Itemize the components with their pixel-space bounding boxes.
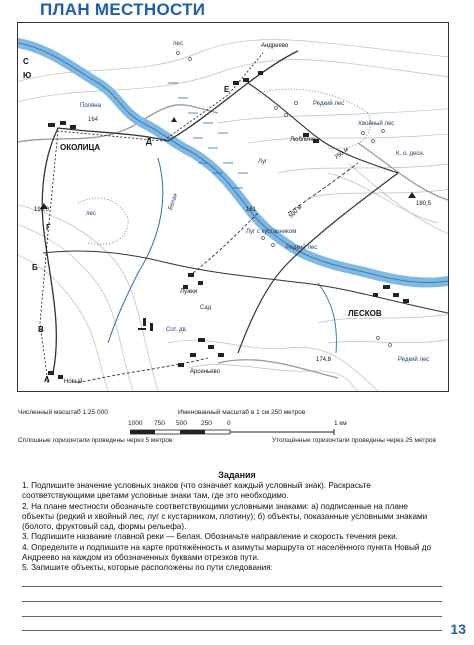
label-north: С (23, 57, 29, 66)
marsh (168, 83, 248, 188)
answer-line-2[interactable] (22, 601, 442, 602)
label-point-b: Б (32, 263, 38, 272)
label-lug: Луг (258, 159, 268, 165)
label-lyublino: Люблино (290, 137, 316, 143)
label-kol-des: К. о. десн. (396, 151, 425, 157)
label-lushki: Лужки (180, 289, 198, 295)
label-andreevo: Андреево (261, 43, 289, 49)
label-point-a: А (44, 375, 50, 384)
scale-tick-1km: 1 км (334, 420, 347, 427)
scale-tick-500: 500 (176, 420, 187, 427)
task-item-1: 1. Подпишите значение условных знаков (что означает каждый условный знак). Раскрасьте соответствующими цветами условные знаки там, где это необходимо. (22, 481, 371, 501)
task-item-3: 3. Подпишите название главной реки — Белая. Обозначьте направление и скорость течения реки. (22, 532, 398, 542)
label-river-name: Белая (167, 193, 180, 211)
forest-symbols (177, 52, 395, 347)
task-item-5: 5. Запишите объекты, которые расположены по пути следования: (22, 563, 273, 573)
topographic-map (17, 22, 449, 392)
label-lug-kust: Луг с кустарником (246, 229, 297, 235)
label-arsenevo: Арсеньево (190, 369, 220, 375)
label-hill-164: 164 (88, 117, 99, 123)
label-point-d: Д (146, 137, 152, 146)
label-height-198: 198,0 (34, 207, 50, 213)
label-okolitsa: ОКОЛИЦА (60, 143, 101, 152)
answer-line-3[interactable] (22, 616, 442, 617)
scale-bar (130, 429, 336, 437)
scale-tick-250: 250 (201, 420, 212, 427)
label-hvoiny-les: Хвойный лес (358, 121, 395, 127)
page-title: ПЛАН МЕСТНОСТИ (40, 0, 206, 19)
label-polyana: Поляна (80, 103, 101, 109)
contour-note-right: Утолщённые горизонтали проведены через 25 метров (272, 437, 436, 444)
scale-tick-750: 750 (154, 420, 165, 427)
label-noviy: Новый (64, 379, 83, 385)
roads (42, 51, 448, 383)
task-item-2: 2. На плане местности обозначьте соответствующими условными знаками: а) подписанные на плане объекты (редкий и хвойный лес, луг с кустарником, плотину); б) объекты, показанные условными знаками (болото, фруктовый сад, формы рельефа). (22, 501, 428, 532)
answer-line-4[interactable] (22, 630, 442, 631)
label-sad: Сад (200, 305, 212, 311)
label-ryedkiy-les-3: Редкий лес (398, 357, 430, 363)
named-scale: Именованный масштаб в 1 см 250 метров (178, 409, 306, 416)
label-height-180: 180,5 (416, 201, 432, 207)
label-point-v: В (38, 325, 44, 334)
label-point-g: Г (46, 223, 51, 232)
scale-tick-0: 0 (227, 420, 231, 427)
settlement-blocks (48, 71, 409, 379)
label-forest-top: лес (173, 41, 183, 47)
label-dist-750: 750 м (333, 146, 350, 162)
tasks-list (22, 481, 442, 574)
answer-line-1[interactable] (22, 586, 442, 587)
label-leskov: ЛЕСКОВ (348, 309, 382, 318)
contour-note-left: Сплошные горизонтали проведены через 5 метров (18, 437, 173, 444)
label-south: Ю (23, 71, 32, 80)
page-number: 13 (450, 621, 466, 637)
tasks-heading: Задания (218, 470, 256, 480)
label-ryedkiy-les-2: Редкий лес (286, 245, 318, 251)
map-graphics (18, 23, 448, 391)
contour-lines (18, 40, 448, 391)
label-height-174: 174,8 (316, 357, 332, 363)
label-sht-dv: Сот. дв. (166, 327, 188, 333)
route-line (40, 53, 263, 383)
numeric-scale: Численный масштаб 1:25 000 (18, 409, 108, 416)
label-dist-500: 500 м (288, 204, 304, 220)
label-les-left: лес (86, 211, 96, 217)
scale-tick-1000: 1000 (128, 420, 143, 427)
label-point-e: Е (224, 85, 230, 94)
task-item-4: 4. Определите и подпишите на карте протяжённость и азимуты маршрута от населённого пункта Новый до Андреево на каждом из обозначенных буквами отрезков пути. (22, 542, 432, 563)
label-height-161: 161 (246, 207, 257, 213)
label-ryedkiy-les-1: Редкий лес (313, 101, 345, 107)
stream (108, 158, 163, 343)
